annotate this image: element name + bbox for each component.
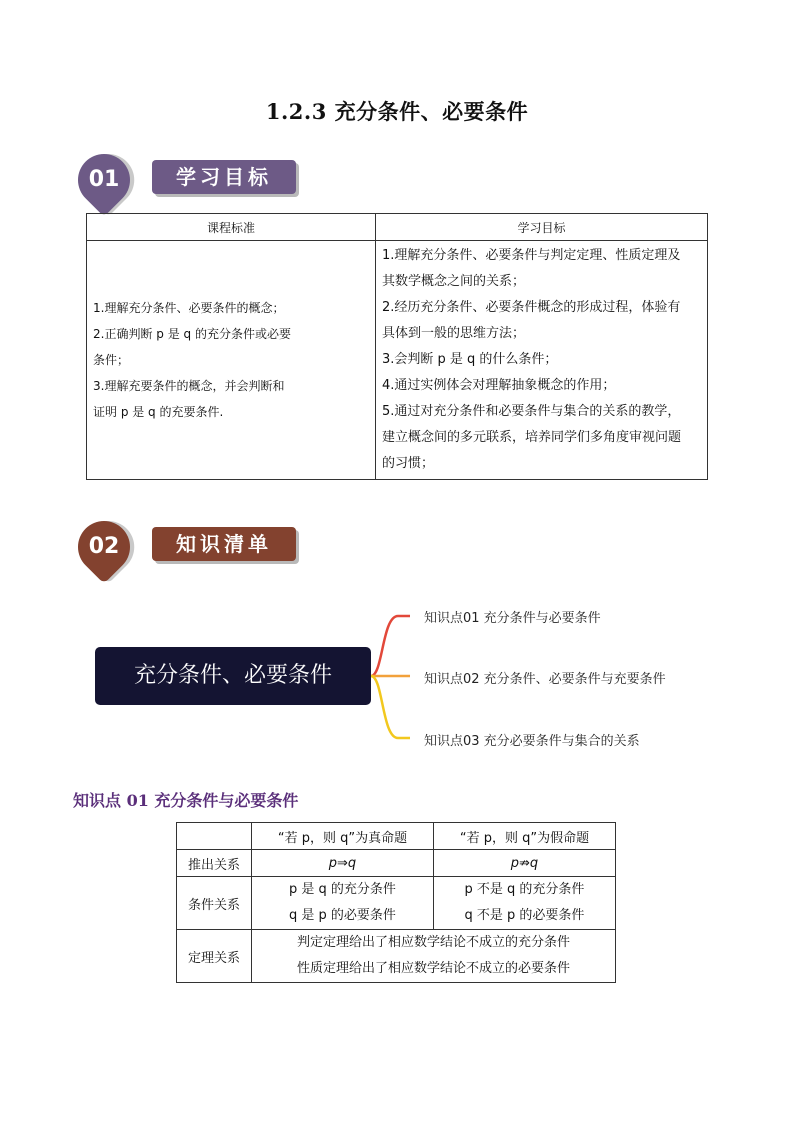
condition-table (176, 822, 616, 983)
cond-false-line: p 不是 q 的充分条件 (464, 882, 585, 897)
goals-cell (376, 241, 708, 480)
goal-line: 具体到一般的思维方法； (382, 326, 526, 341)
row-label-theorem: 定理关系 (177, 930, 252, 983)
infer-false: p⇏q (433, 850, 615, 877)
standard-line: 3.理解充要条件的概念，并会判断和 (93, 379, 285, 393)
theorem-cell (252, 930, 616, 983)
cond-true-line: p 是 q 的充分条件 (289, 882, 396, 897)
infer-true: p⇒q (252, 850, 434, 877)
mindmap-branch-3: 知识点03 充分必要条件与集合的关系 (424, 734, 640, 749)
goal-line: 4.通过实例体会对理解抽象概念的作用； (382, 378, 616, 393)
branch-connector-1 (371, 616, 410, 676)
branch-connector-3 (371, 676, 410, 738)
goal-line: 5.通过对充分条件和必要条件与集合的关系的教学， (382, 404, 681, 419)
cond-false-line: q 不是 p 的必要条件 (464, 908, 585, 923)
goal-line: 建立概念间的多元联系，培养同学们多角度审视问题 (382, 430, 682, 445)
mindmap-branch-2: 知识点02 充分条件、必要条件与充要条件 (424, 672, 666, 687)
page-title: 1.2.3 充分条件、必要条件 (265, 99, 529, 124)
theorem-line: 判定定理给出了相应数学结论不成立的充分条件 (296, 935, 570, 950)
cond-true-cell (252, 877, 434, 930)
goal-line: 1.理解充分条件、必要条件与判定定理、性质定理及 (382, 248, 681, 263)
goals-header-goals: 学习目标 (376, 214, 708, 241)
goal-line: 2.经历充分条件、必要条件概念的形成过程，体验有 (382, 300, 681, 315)
row-label-infer: 推出关系 (177, 850, 252, 877)
goals-table (86, 213, 708, 480)
corner-cell (177, 823, 252, 850)
mindmap-branch-1: 知识点01 充分条件与必要条件 (424, 611, 601, 626)
section-badge-02 (76, 517, 316, 577)
standard-line: 证明 p 是 q 的充要条件. (93, 405, 224, 419)
goal-line: 其数学概念之间的关系； (382, 274, 526, 289)
section-number: 02 (88, 534, 120, 559)
section-number: 01 (88, 167, 120, 192)
header-true: “若 p，则 q”为真命题 (252, 823, 434, 850)
standard-line: 1.理解充分条件、必要条件的概念； (93, 301, 285, 315)
row-label-cond: 条件关系 (177, 877, 252, 930)
theorem-line: 性质定理给出了相应数学结论不成立的必要条件 (296, 961, 570, 976)
standard-line: 条件； (93, 353, 130, 367)
goal-line: 的习惯； (382, 456, 435, 471)
section-label: 知识清单 (152, 527, 296, 561)
header-false: “若 p，则 q”为假命题 (433, 823, 615, 850)
cond-false-cell (433, 877, 615, 930)
section-label: 学习目标 (152, 160, 296, 194)
knowledge-point-title: 知识点 01 充分条件与必要条件 (73, 791, 299, 810)
cond-true-line: q 是 p 的必要条件 (289, 908, 396, 923)
standard-cell (87, 241, 376, 480)
section-badge-01 (76, 150, 316, 210)
mindmap-root: 充分条件、必要条件 (95, 647, 371, 705)
standard-line: 2.正确判断 p 是 q 的充分条件或必要 (93, 327, 291, 341)
goals-header-standard: 课程标准 (87, 214, 376, 241)
goal-line: 3.会判断 p 是 q 的什么条件； (382, 352, 558, 367)
